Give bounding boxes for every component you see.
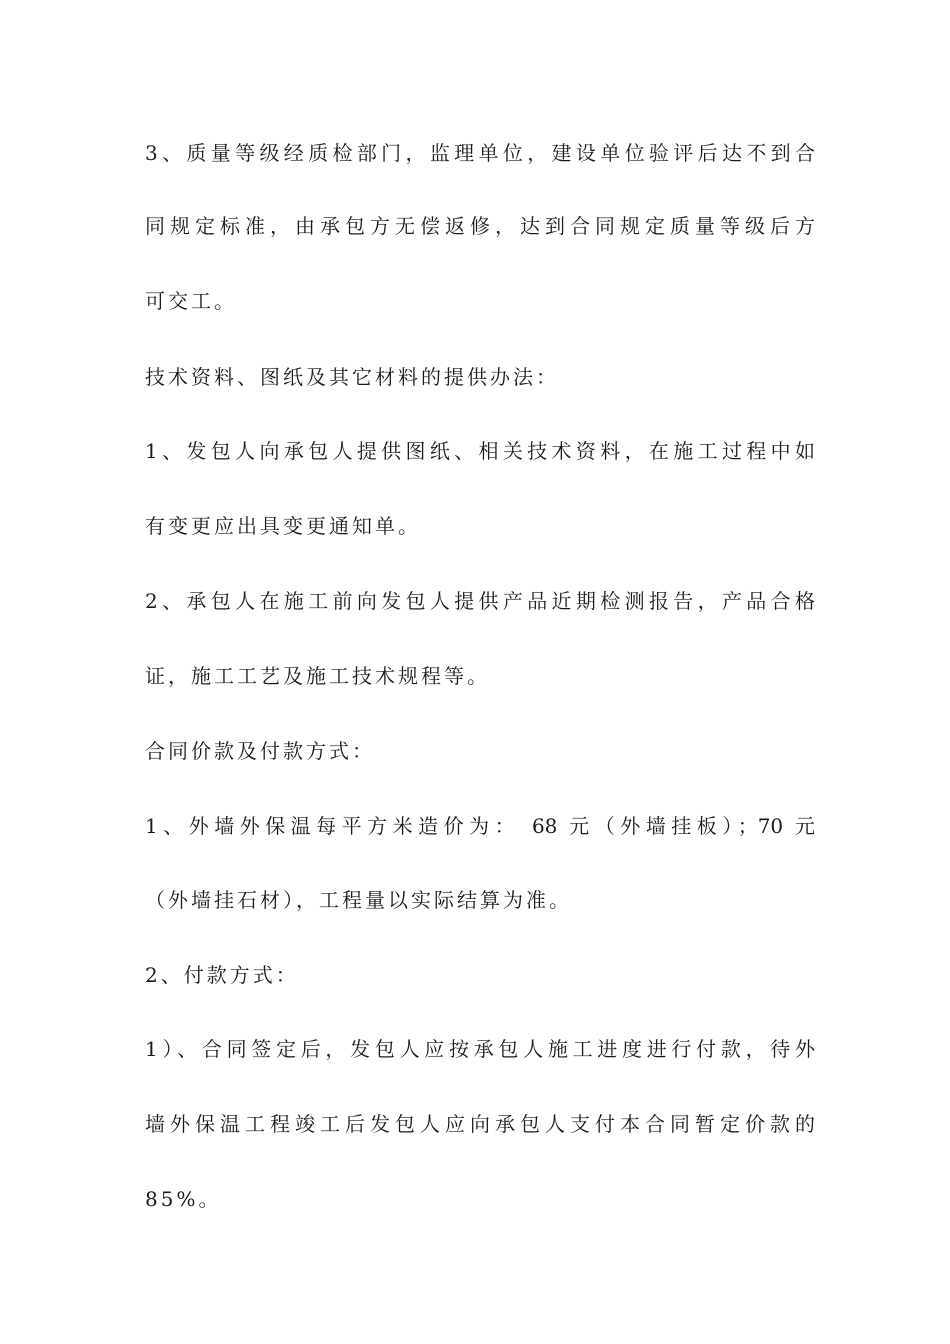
text-line: 1）、合同签定后，发包人应按承包人施工进度进行付款，待外 bbox=[145, 1037, 815, 1061]
text-line: 有变更应出具变更通知单。 bbox=[145, 514, 421, 538]
text-line: 证，施工工艺及施工技术规程等。 bbox=[145, 664, 490, 688]
text-line: 墙外保温工程竣工后发包人应向承包人支付本合同暂定价款的 bbox=[145, 1112, 815, 1136]
text-line: 可交工。 bbox=[145, 289, 237, 313]
section-heading: 合同价款及付款方式： bbox=[145, 739, 375, 763]
section-heading: 技术资料、图纸及其它材料的提供办法： bbox=[145, 365, 559, 389]
text-line: 3、质量等级经质检部门，监理单位，建设单位验评后达不到合 bbox=[145, 141, 815, 165]
text-line: 2、付款方式： bbox=[145, 963, 299, 987]
text-line: 同规定标准，由承包方无偿返修，达到合同规定质量等级后方 bbox=[145, 214, 815, 238]
text-line: （外墙挂石材），工程量以实际结算为准。 bbox=[145, 888, 572, 912]
text-line: 2、承包人在施工前向发包人提供产品近期检测报告，产品合格 bbox=[145, 589, 815, 613]
text-line: 85%。 bbox=[145, 1187, 222, 1211]
text-line: 1、发包人向承包人提供图纸、相关技术资料，在施工过程中如 bbox=[145, 439, 815, 463]
text-line: 1、外墙外保温每平方米造价为： 68 元（外墙挂板）；70 元 bbox=[145, 814, 815, 838]
